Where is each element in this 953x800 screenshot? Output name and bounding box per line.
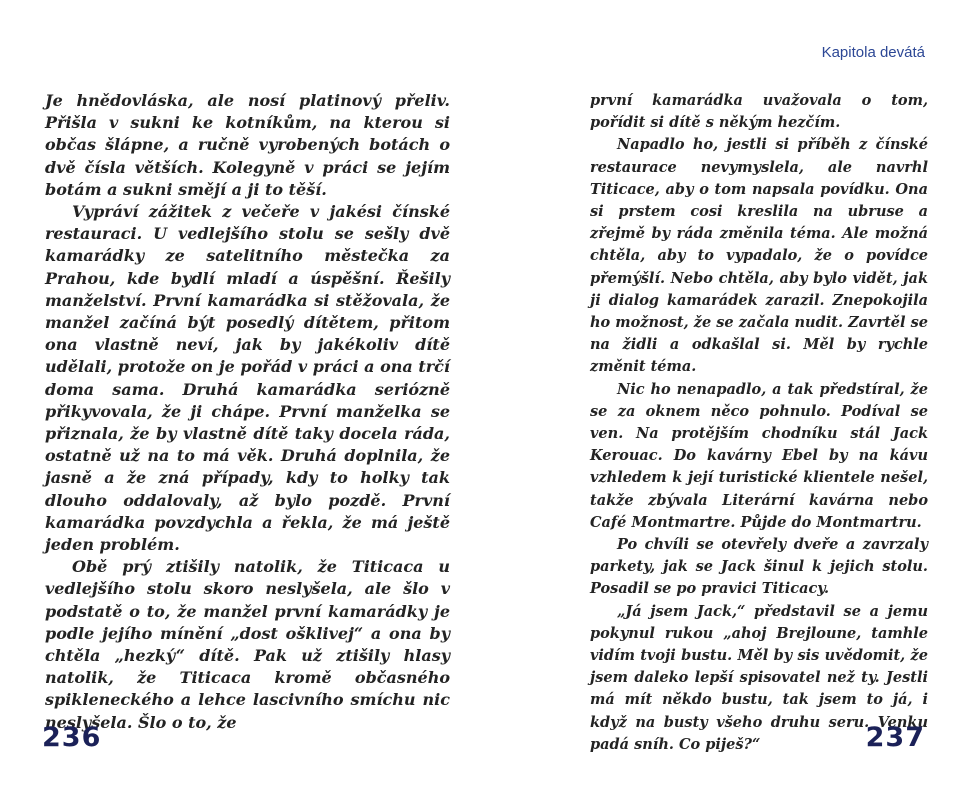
- paragraph: Vypráví zážitek z večeře v jakési čínské restauraci. U vedlejšího stolu se sešly dvě kamarádky ze satelitního městečka za Prahou, kde bydlí mladí a úspěšní. Řešily manželství. První kamarádka si stěžovala, že manžel začíná být posedlý dítětem, přitom ona vlastně neví, jak by jakékoliv dítě udělali, protože on je pořád v práci a ona trčí doma sama. Druhá kamarádka seriózně přikyvovala, že ji chápe. První manželka se přiznala, že by vlastně dítě taky docela ráda, ostatně už na to má věk. Druhá doplnila, že jasně a že zná případy, kdy to holky tak dlouho oddalovaly, až bylo pozdě. První kamarádka povzdychla a řekla, že má ještě jeden problém.: [45, 202, 450, 555]
- paragraph: první kamarádka uvažovala o tom, pořídit si dítě s někým hezčím.: [590, 92, 928, 132]
- paragraph: Obě prý ztišily natolik, že Titicaca u vedlejšího stolu skoro neslyšela, ale šlo v podstatě o to, že manžel první kamarádky je podle jejího mínění „dost ošklivej“ a ona by chtěla „hezký“ dítě. Pak už ztišily hlasy natolik, že Titicaca kromě občasného spikleneckého a lehce lascivního smíchu nic neslyšela. Šlo o to, že: [45, 557, 450, 732]
- page-number-left: 236: [42, 722, 102, 753]
- page-number-right: 237: [865, 722, 925, 753]
- right-page-text: [590, 90, 928, 756]
- chapter-header: Kapitola devátá: [821, 44, 925, 61]
- paragraph: Napadlo ho, jestli si příběh z čínské restaurace nevymyslela, ale navrhl Titicace, aby o tom napsala povídku. Ona si prstem cosi kreslila na ubruse a zřejmě by ráda změnila téma. Ale možná chtěla, aby to vypadalo, že o povídce přemýšlí. Nebo chtěla, aby bylo vidět, jak ji dialog kamarádek zarazil. Znepokojila ho možnost, že se začala nudit. Zavrtěl se na židli a odkašlal si. Měl by rychle změnit téma.: [590, 136, 928, 376]
- paragraph: Je hnědovláska, ale nosí platinový přeliv. Přišla v sukni ke kotníkům, na kterou si občas šlápne, a ručně vyrobených botách o dvě čísla větších. Kolegyně v práci se jejím botám a sukni smějí a ji to těší.: [45, 91, 450, 199]
- paragraph: Po chvíli se otevřely dveře a zavrzaly parkety, jak se Jack šinul k jejich stolu. Posadil se po pravici Titicacy.: [590, 536, 928, 598]
- left-page-text: [45, 90, 450, 734]
- paragraph: Nic ho nenapadlo, a tak předstíral, že se za oknem něco pohnulo. Podíval se ven. Na protějším chodníku stál Jack Kerouac. Do kavárny Ebel by na kávu vzhledem k její turistické klientele nešel, takže zbývala Literární kavárna nebo Café Montmartre. Půjde do Montmartru.: [590, 380, 928, 531]
- paragraph: „Já jsem Jack,“ představil se a jemu pokynul rukou „ahoj Brejloune, tamhle vidím tvoji bustu. Měl by sis uvědomit, že jsem daleko lepší spisovatel než ty. Jestli má mít někdo bustu, tak jsem to já, i když na busty všeho druhu seru. Venku padá sníh. Co piješ?“: [590, 602, 928, 753]
